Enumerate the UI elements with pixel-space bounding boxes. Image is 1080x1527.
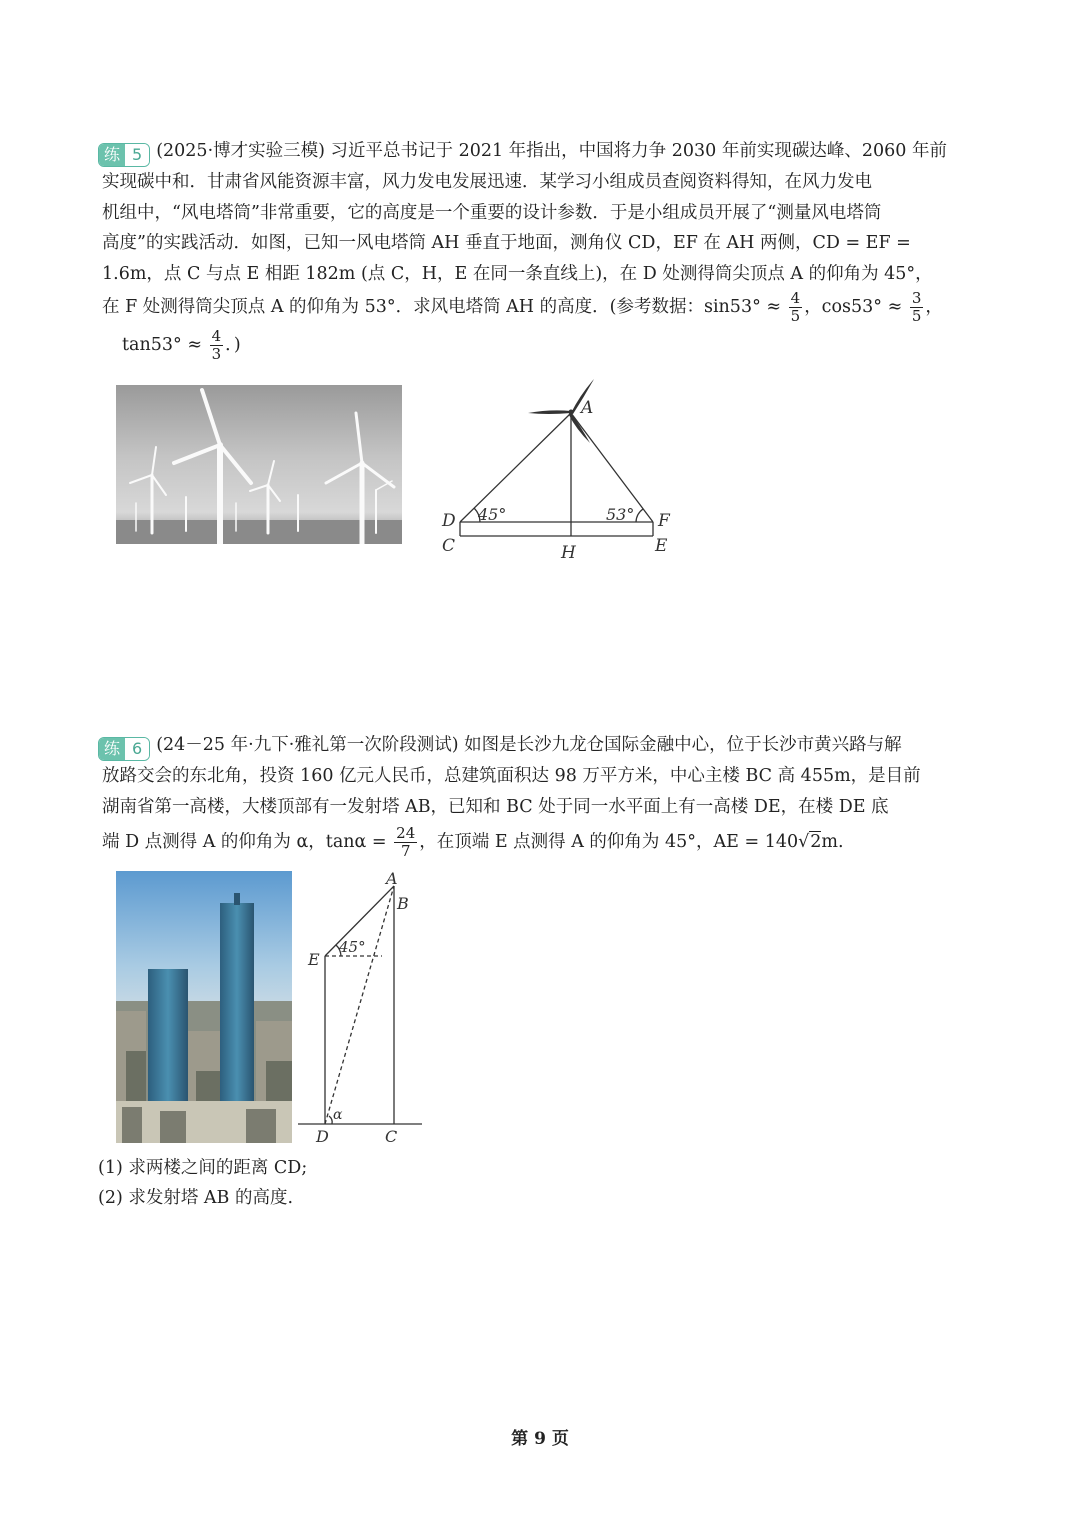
sqrt-value: 2 xyxy=(810,832,822,853)
badge-number: 5 xyxy=(125,144,149,166)
city-building-photo xyxy=(116,871,292,1143)
problem-5: 练 5 (2025·博才实验三模) 习近平总书记于 2021 年指出，中国将力争 2030 年前实现碳达峰、2060 年前 实现碳中和．甘肃省风能资源丰富，风力发电发展迅速．某学习小组成员查阅资料得知，在风力发电 机组中，“风电塔筒”非常重要，它的高度是一个重要的设计参数．于是小组成员开展了“测量风电塔筒 高度”的实践活动．如图，已知一风电塔筒 AH 垂直于地面，测角仪 CD，EF 在 AH 两侧，CD = EF = 1.6m，点 C 与点 E 相距 182m (点 C，H，E 在同一条直线上)，在 D 处测得筒尖顶点 A 的仰角为 45°， 在 F 处测得筒尖顶点 A 的仰角为 53°．求风电塔筒 AH 的高度．(参考数据：sin53° ≈ $\frac{4}{5}$ ，cos53° ≈ $\frac{3}{5}$ ， tan53° ≈ $\frac{4}{3}$ ．) xyxy=(98,136,982,365)
page-number: 第 9 页 xyxy=(511,1429,569,1449)
point-label-h: H xyxy=(561,543,576,563)
point-label-d: D xyxy=(316,1127,329,1146)
badge-label: 练 xyxy=(99,738,125,760)
angle-label-45: 45° xyxy=(339,938,366,956)
sub-question: (1) 求两楼之间的距离 CD; xyxy=(98,1158,308,1178)
angle-label-45: 45° xyxy=(478,505,507,524)
point-label-b: B xyxy=(397,894,409,913)
wind-tower-diagram xyxy=(438,375,688,565)
sub-question-list xyxy=(98,1154,307,1212)
point-label-f: F xyxy=(658,511,670,531)
fraction: $\frac{24}{7}$ xyxy=(396,824,416,861)
problem-text-line: 1.6m，点 C 与点 E 相距 182m (点 C，H，E 在同一条直线上)，在 D 处测得筒尖顶点 A 的仰角为 45°， xyxy=(102,263,933,284)
point-label-c: C xyxy=(385,1127,398,1146)
problem-text-line: (2025·博才实验三模) 习近平总书记于 2021 年指出，中国将力争 2030 年前实现碳达峰、2060 年前 xyxy=(156,141,947,161)
point-label-e: E xyxy=(308,950,320,969)
point-label-e: E xyxy=(655,536,668,556)
point-label-d: D xyxy=(442,511,456,531)
point-label-a: A xyxy=(581,398,594,418)
angle-label-alpha: α xyxy=(333,1107,343,1123)
badge-number: 6 xyxy=(125,738,149,760)
point-label-a: A xyxy=(386,869,398,888)
angle-label-53: 53° xyxy=(606,505,635,524)
problem-text-line: 放路交会的东北角，投资 160 亿元人民币，总建筑面积达 98 万平方米，中心主楼 BC 高 455m，是目前 xyxy=(102,766,921,786)
problem-badge xyxy=(98,737,150,761)
fraction: $\frac{4}{5}$ xyxy=(790,289,801,326)
problem-text-line: 机组中，“风电塔筒”非常重要，它的高度是一个重要的设计参数．于是小组成员开展了“测量风电塔筒 xyxy=(102,202,882,223)
problem-6: 练 6 (24－25 年·九下·雅礼第一次阶段测试) 如图是长沙九龙仓国际金融中心，位于长沙市黄兴路与解 放路交会的东北角，投资 160 亿元人民币，总建筑面积达 98 万平方米，中心主楼 BC 高 455m，是目前 湖南省第一高楼，大楼顶部有一发射塔 AB，已知和 BC 处于同一水平面上有一高楼 DE，在楼 DE 底 端 D 点测得 A 的仰角为 α，tanα = $\frac{24}{7}$ ，在顶端 E 点测得 A 的仰角为 45°，AE = 140√2m. xyxy=(98,730,982,862)
problem-text-line: (24－25 年·九下·雅礼第一次阶段测试) 如图是长沙九龙仓国际金融中心，位于长沙市黄兴路与解 xyxy=(156,735,902,755)
problem-text-line: 湖南省第一高楼，大楼顶部有一发射塔 AB，已知和 BC 处于同一水平面上有一高楼 DE，在楼 DE 底 xyxy=(102,796,889,817)
fraction: $\frac{3}{5}$ xyxy=(911,289,922,326)
problem-text-line: 实现碳中和．甘肃省风能资源丰富，风力发电发展迅速．某学习小组成员查阅资料得知，在风力发电 xyxy=(102,172,872,192)
point-label-c: C xyxy=(442,536,456,556)
badge-label: 练 xyxy=(99,144,125,166)
problem-text-line: 在 F 处测得筒尖顶点 A 的仰角为 53°．求风电塔筒 AH 的高度．(参考数据：sin53° ≈ xyxy=(102,297,782,318)
wind-turbine-photo xyxy=(116,385,402,544)
sub-question: (2) 求发射塔 AB 的高度. xyxy=(98,1188,294,1208)
building-tower-diagram xyxy=(296,866,430,1148)
problem-text-line: 高度”的实践活动．如图，已知一风电塔筒 AH 垂直于地面，测角仪 CD，EF 在 AH 两侧，CD = EF = xyxy=(102,233,911,254)
fraction: $\frac{4}{3}$ xyxy=(211,327,222,364)
problem-badge xyxy=(98,143,150,167)
